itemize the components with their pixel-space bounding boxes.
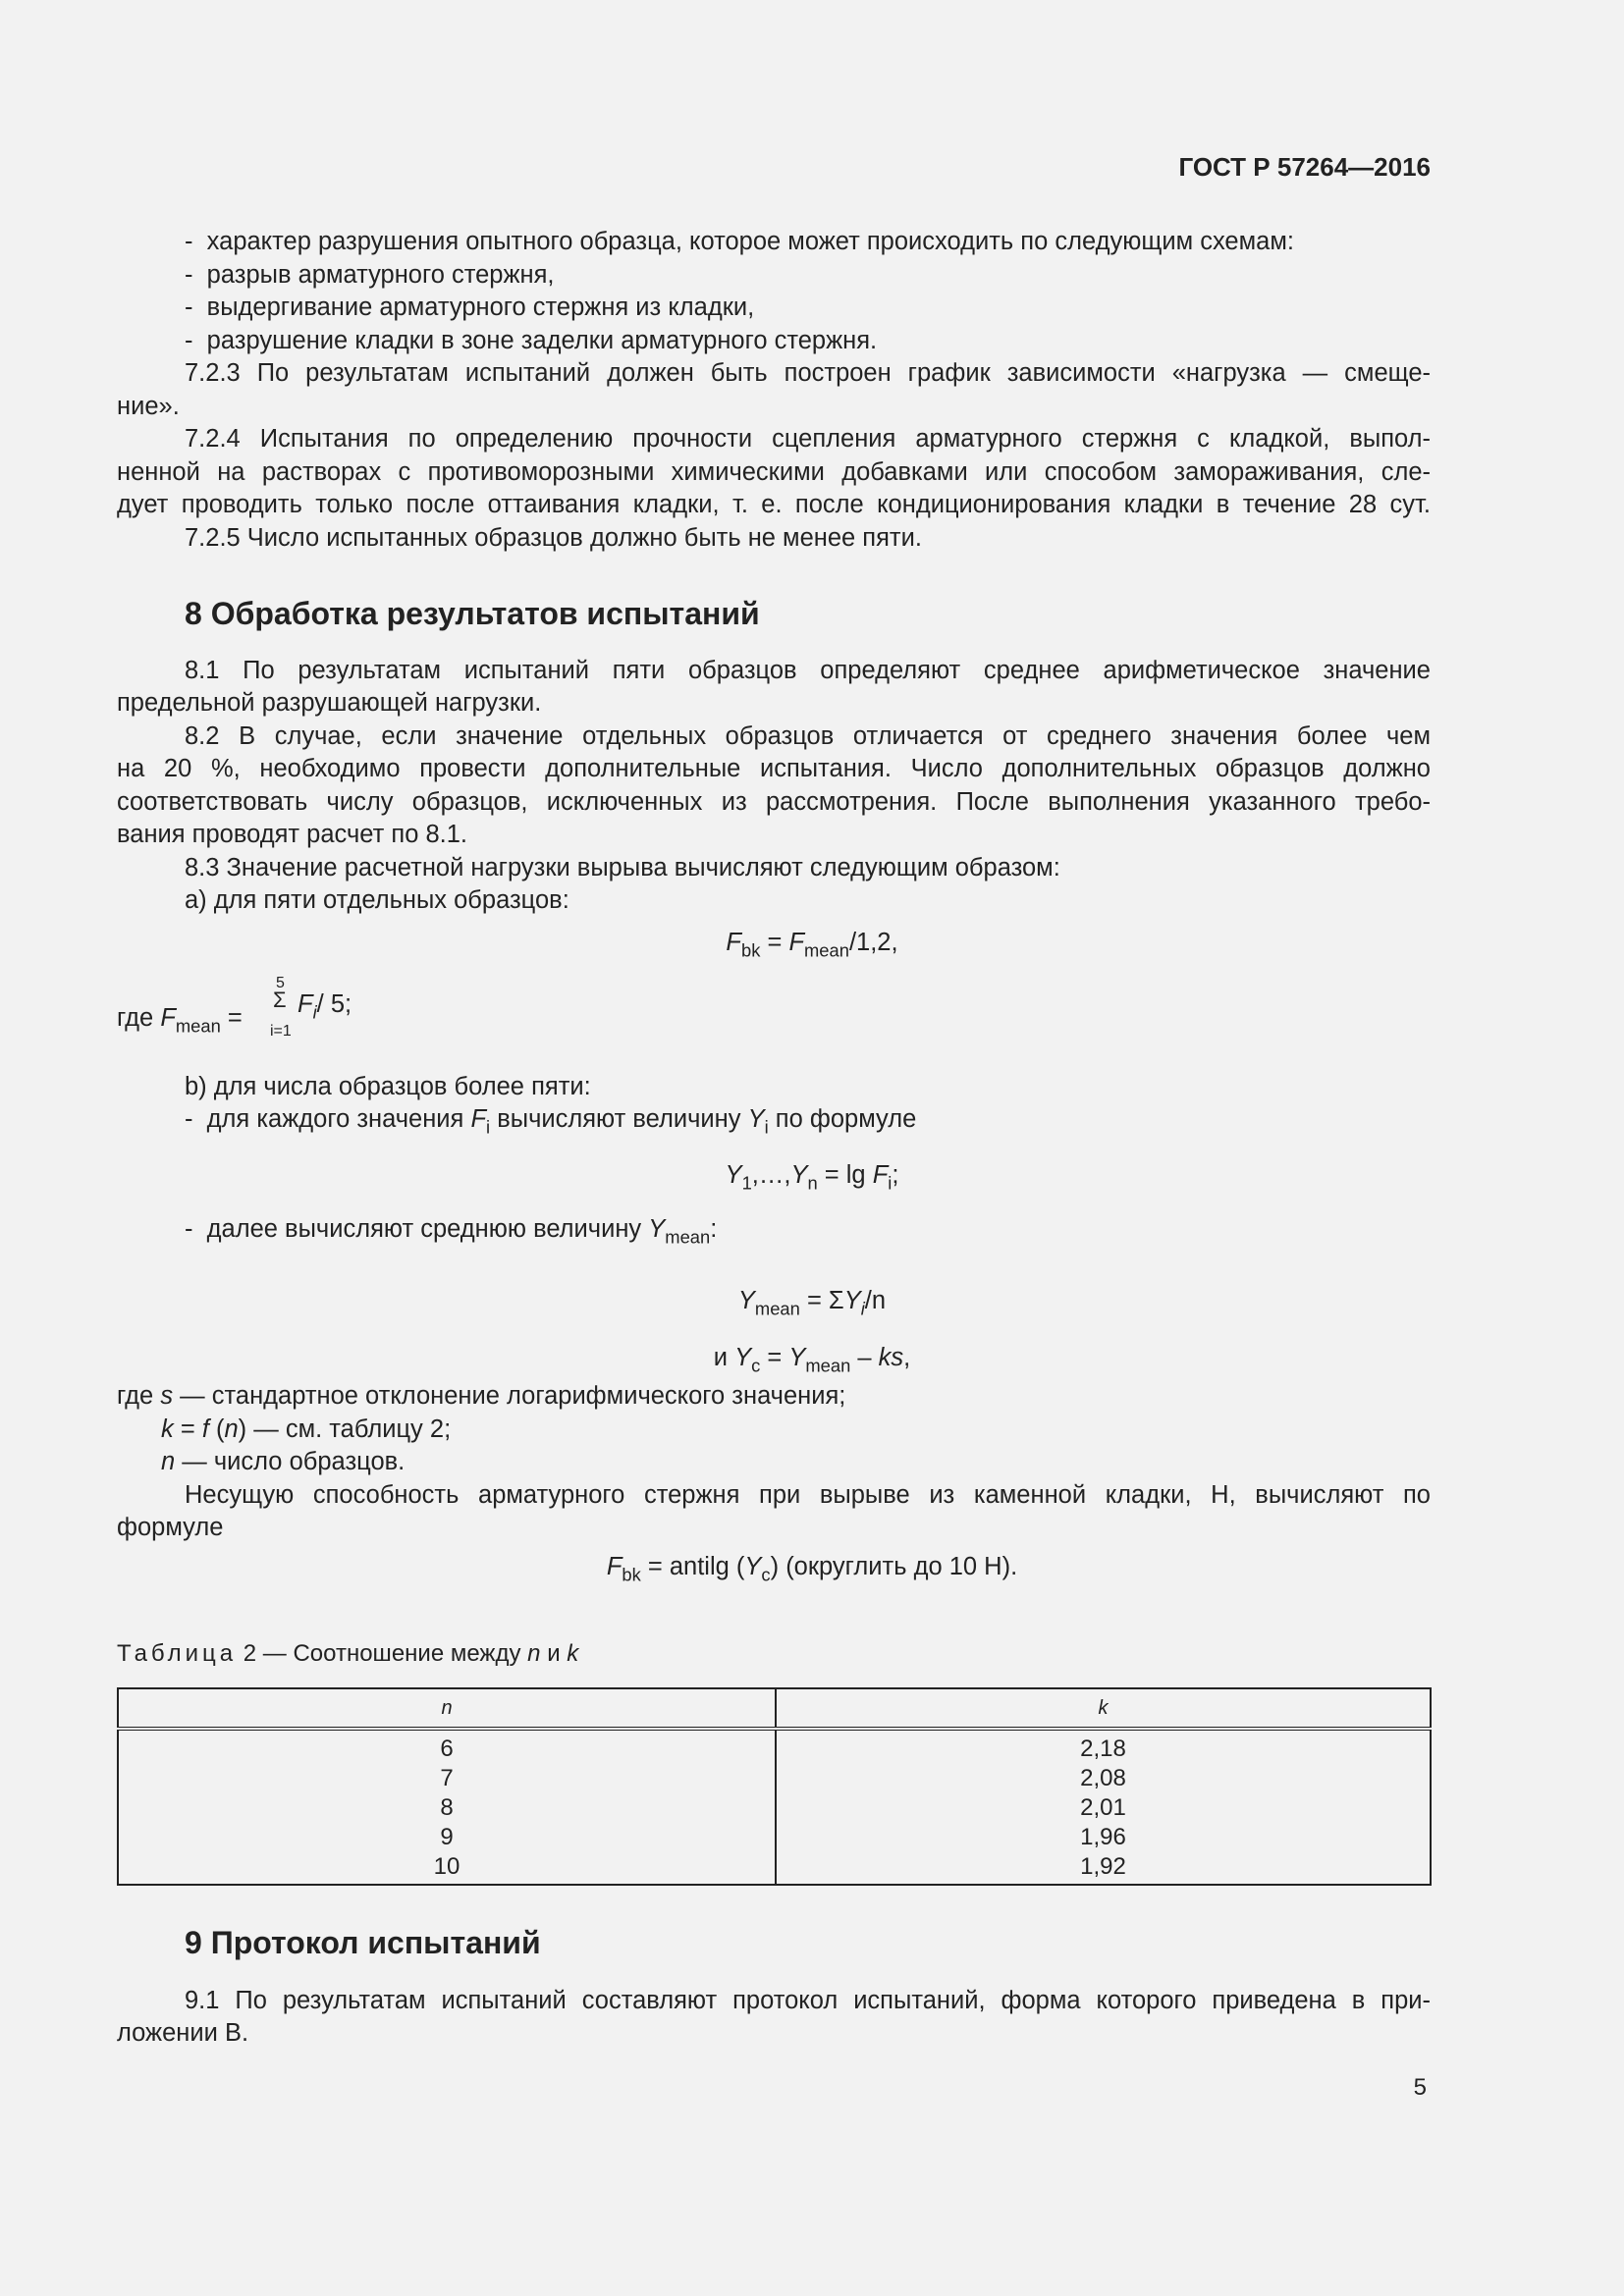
formula-yc: и $Y_c = Y_{mean}$ – ks, xyxy=(713,1344,911,1376)
formula-fmean: где $F_{mean}$ = xyxy=(117,1004,243,1037)
paragraph-line: ложении В. xyxy=(117,2019,249,2047)
table-caption: Таблица 2 — Соотношение между n и k xyxy=(117,1640,579,1667)
column-header-k: k xyxy=(776,1688,1431,1729)
list-item: - далее вычисляют среднюю величину $Y_{mean}$: xyxy=(185,1215,718,1248)
where-n: n — число образцов. xyxy=(161,1448,406,1475)
list-item: - выдергивание арматурного стержня из кладки, xyxy=(185,294,755,321)
paragraph-line: Несущую способность арматурного стержня при вырыве из каменной кладки, Н, вычисляют по xyxy=(185,1481,1431,1509)
column-header-n: n xyxy=(118,1688,776,1729)
where-s: где s — стандартное отклонение логарифмического значения; xyxy=(117,1382,846,1410)
paragraph-line: вания проводят расчет по 8.1. xyxy=(117,821,467,848)
list-item-text: разрушение кладки в зоне заделки арматурного стержня. xyxy=(206,327,878,354)
page-number: 5 xyxy=(1413,2074,1427,2101)
formula-ymean: $Y_{mean} = \Sigma Y_i/n$ xyxy=(737,1287,887,1319)
paragraph-line: предельной разрушающей нагрузки. xyxy=(117,689,542,717)
sum-upper-limit: 5 xyxy=(276,975,285,991)
list-item: - для каждого значения $F_i$ вычисляют величину $Y_i$ по формуле xyxy=(185,1105,917,1138)
formula-y-lg: $Y_1,\dots,Y_n = \lg F_i$; xyxy=(725,1161,899,1194)
paragraph-line: формуле xyxy=(117,1514,224,1541)
formula-fi-over-5: $F_i/$ 5; xyxy=(298,990,352,1023)
section-heading: 8 Обработка результатов испытаний xyxy=(185,596,760,631)
list-item: - разрушение кладки в зоне заделки арматурного стержня. xyxy=(185,327,878,354)
list-item: b) для числа образцов более пяти: xyxy=(185,1073,591,1100)
where-k: k = f (n) — см. таблицу 2; xyxy=(161,1415,452,1443)
list-item: - характер разрушения опытного образца, которое может происходить по следующим схемам: xyxy=(185,228,1294,255)
paragraph-line: 7.2.3 По результатам испытаний должен быть построен график зависимости «нагрузка — смеще- xyxy=(185,359,1431,387)
table-row: 7 2,08 xyxy=(118,1764,1431,1793)
paragraph-line: 8.1 По результатам испытаний пяти образцов определяют среднее арифметическое значение xyxy=(185,657,1431,684)
formula-fbk-mean: $F_{bk} = F_{mean}/1,2$, xyxy=(726,929,898,961)
sum-lower-limit: i=1 xyxy=(270,1023,292,1040)
paragraph-line: ние». xyxy=(117,393,180,420)
list-item-text: характер разрушения опытного образца, которое может происходить по следующим схемам: xyxy=(206,228,1294,255)
paragraph-line: 9.1 По результатам испытаний составляют протокол испытаний, форма которого приведена в при- xyxy=(185,1987,1431,2014)
list-item: - разрыв арматурного стержня, xyxy=(185,261,555,289)
table-row: 10 1,92 xyxy=(118,1852,1431,1885)
paragraph-line: 8.2 В случае, если значение отдельных образцов отличается от среднего значения более чем xyxy=(185,722,1431,750)
section-heading: 9 Протокол испытаний xyxy=(185,1925,541,1960)
table-row: 6 2,18 xyxy=(118,1729,1431,1764)
paragraph-line: на 20 %, необходимо провести дополнительные испытания. Число дополнительных образцов должно xyxy=(117,755,1431,782)
table-2 xyxy=(117,1687,1432,1886)
table-row: 9 1,96 xyxy=(118,1823,1431,1852)
paragraph-line: соответствовать числу образцов, исключенных из рассмотрения. После выполнения указанного требо- xyxy=(117,788,1431,816)
list-item-text: выдергивание арматурного стержня из кладки, xyxy=(206,294,755,321)
paragraph-line: дует проводить только после оттаивания кладки, т. е. после кондиционирования кладки в течение 28 сут. xyxy=(117,491,1431,518)
table-row: 8 2,01 xyxy=(118,1793,1431,1823)
paragraph-line: 7.2.5 Число испытанных образцов должно быть не менее пяти. xyxy=(185,524,922,552)
list-item: а) для пяти отдельных образцов: xyxy=(185,886,569,914)
paragraph-line: 7.2.4 Испытания по определению прочности сцепления арматурного стержня с кладкой, выпол- xyxy=(185,425,1431,453)
document-code: ГОСТ Р 57264—2016 xyxy=(1178,152,1431,182)
list-item-text: разрыв арматурного стержня, xyxy=(206,261,555,289)
paragraph-line: ненной на растворах с противоморозными химическими добавками или способом замораживания, сле- xyxy=(117,458,1431,486)
sigma-symbol: Σ xyxy=(273,988,287,1012)
formula-fbk-antilg: $F_{bk}$ = antilg $(Y_c)$ (округлить до 10 Н). xyxy=(606,1553,1018,1585)
paragraph-line: 8.3 Значение расчетной нагрузки вырыва вычисляют следующим образом: xyxy=(185,854,1060,881)
